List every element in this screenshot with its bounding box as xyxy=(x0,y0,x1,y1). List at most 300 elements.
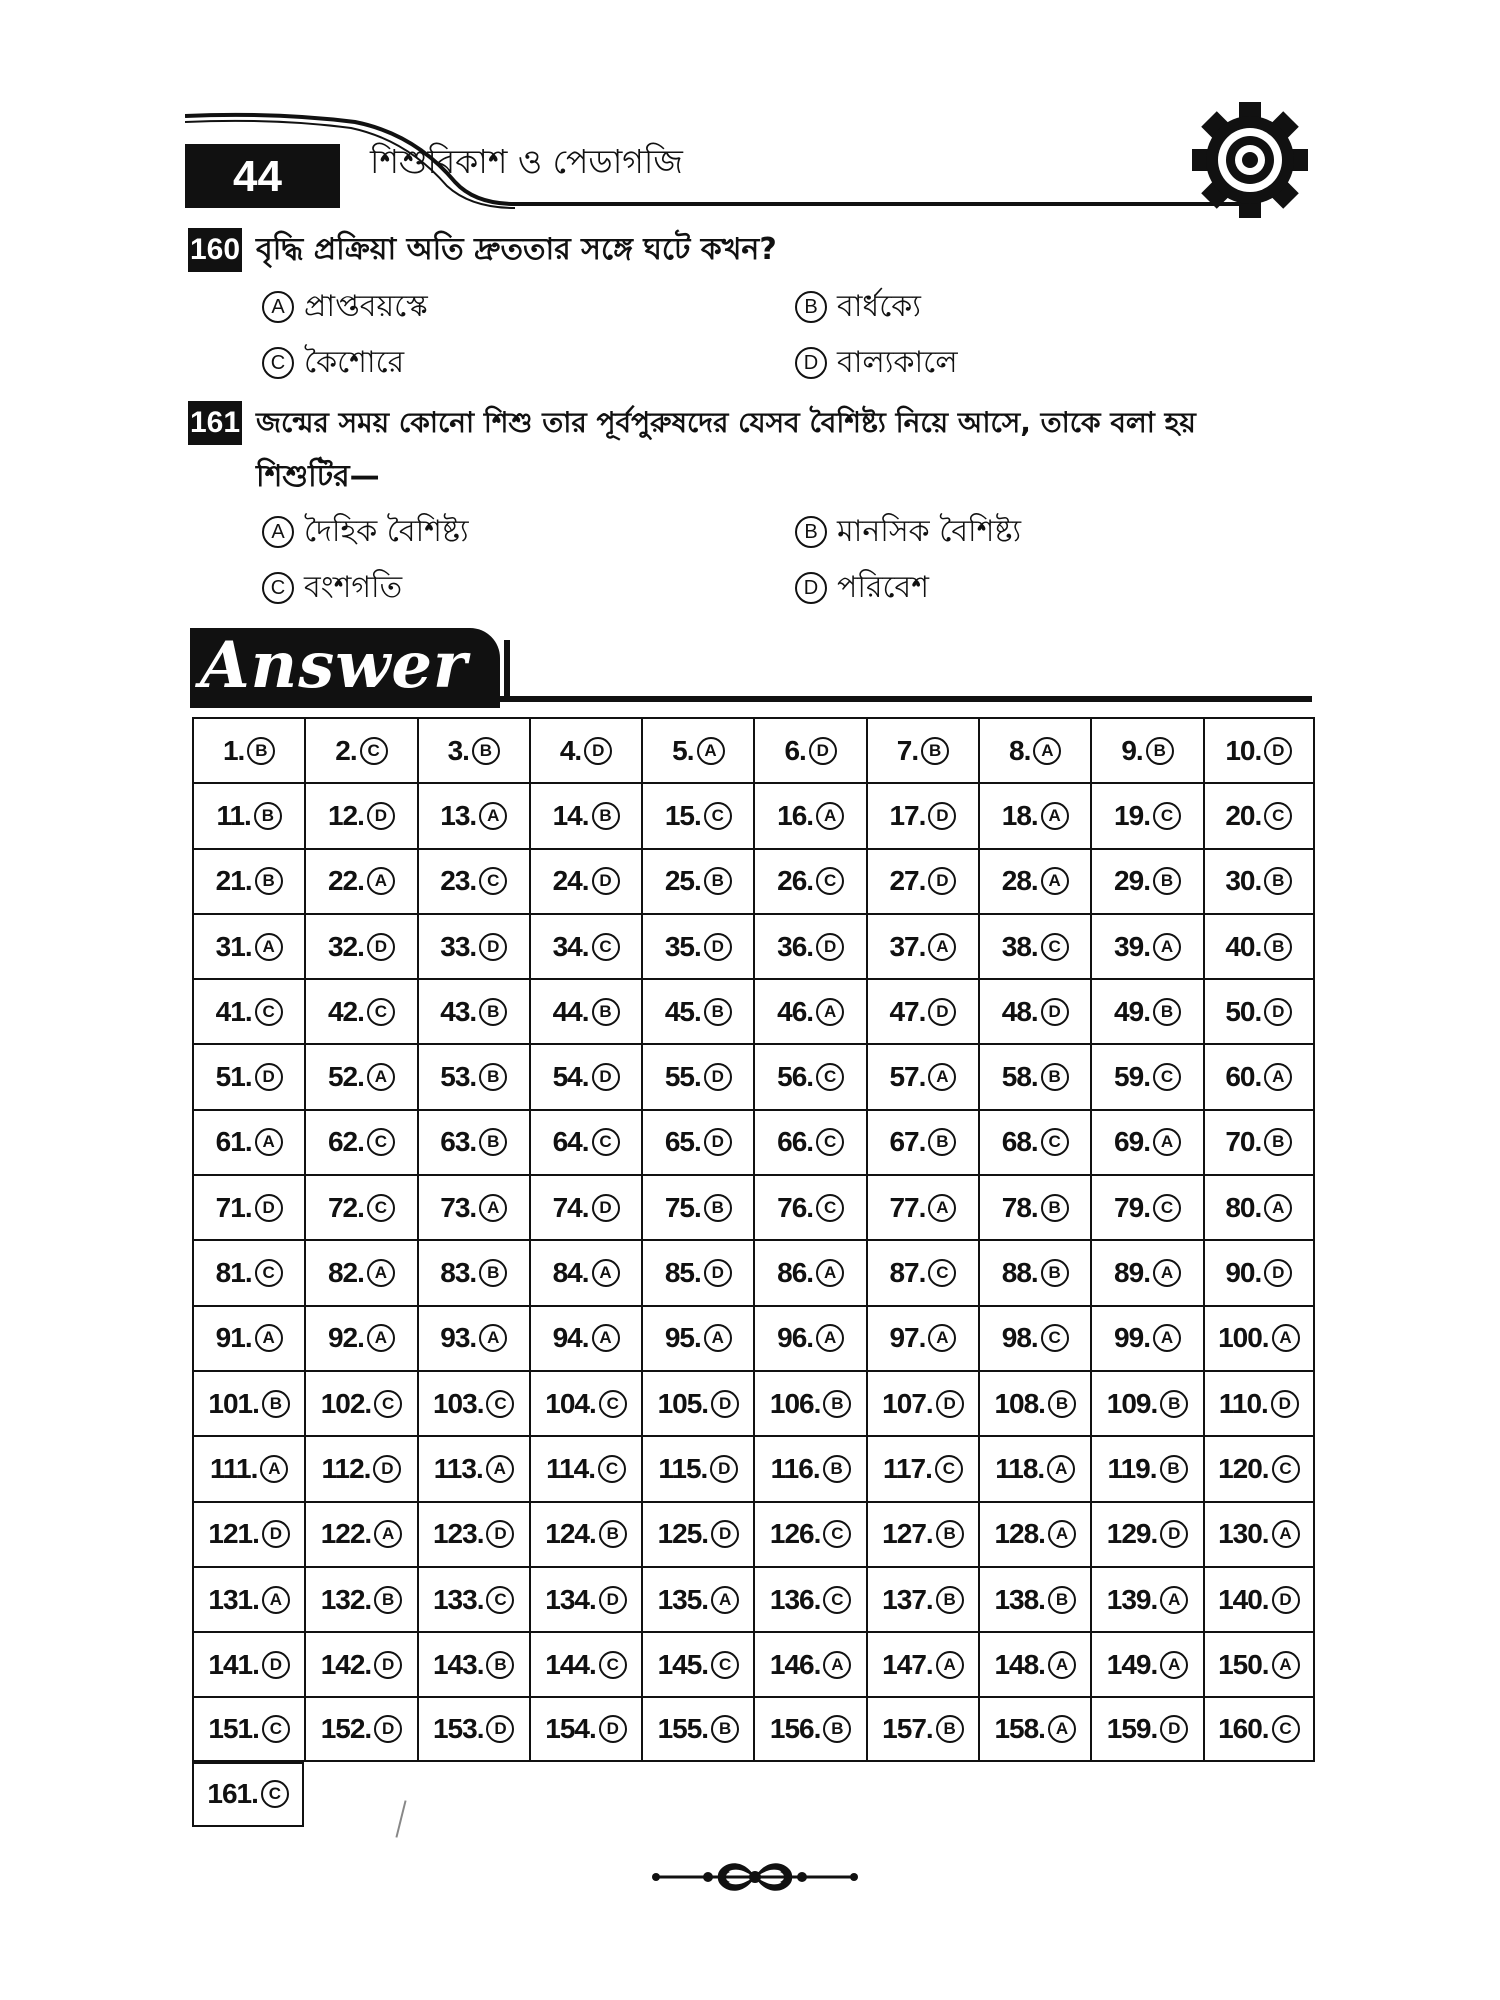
answer-letter-icon: D xyxy=(262,1520,290,1548)
answer-cell xyxy=(753,913,865,978)
answer-cell xyxy=(304,1501,416,1566)
option-text: বংশগতি xyxy=(304,570,403,605)
answer-letter-icon: A xyxy=(816,1324,844,1352)
answer-letter-icon: C xyxy=(598,1455,626,1483)
answer-cell xyxy=(417,1435,529,1500)
answer-cell xyxy=(978,1370,1090,1435)
answer-row xyxy=(192,1435,1315,1500)
answer-letter-icon: C xyxy=(262,1715,290,1743)
answer-letter-icon: A xyxy=(1272,1651,1300,1679)
option-letter-icon: B xyxy=(795,291,827,323)
answer-cell xyxy=(753,1239,865,1304)
question-text-continued: শিশুটির— xyxy=(256,459,380,494)
answer-letter-icon: C xyxy=(928,1259,956,1287)
answer-letter-icon: B xyxy=(1160,1455,1188,1483)
answer-cell xyxy=(753,1305,865,1370)
answer-cell xyxy=(192,717,304,782)
answer-letter-icon: B xyxy=(262,1390,290,1418)
answer-letter-icon: A xyxy=(1033,737,1061,765)
answer-letter-icon: A xyxy=(367,1063,395,1091)
answer-number: 121. xyxy=(208,1518,259,1550)
answer-number: 136. xyxy=(769,1583,821,1615)
answer-number: 35. xyxy=(664,930,701,962)
answer-number: 36. xyxy=(777,930,814,962)
answer-letter-icon: B xyxy=(704,1194,732,1222)
answer-letter-icon: A xyxy=(255,1324,283,1352)
answer-cell xyxy=(417,978,529,1043)
answer-cell xyxy=(192,1566,304,1631)
answer-number: 23. xyxy=(440,865,477,897)
answer-cell xyxy=(753,848,865,913)
answer-cell xyxy=(978,1174,1090,1239)
answer-number: 3. xyxy=(447,734,469,766)
answer-letter-icon: A xyxy=(479,1194,507,1222)
answer-letter-icon: B xyxy=(472,737,500,765)
answer-number: 13. xyxy=(440,799,477,831)
answer-letter-icon: D xyxy=(1264,1259,1292,1287)
answer-letter-icon: B xyxy=(936,1586,964,1614)
page-title: শিশুবিকাশ ও পেডাগজি xyxy=(370,142,683,181)
answer-letter-icon: D xyxy=(255,1194,283,1222)
answer-letter-icon: C xyxy=(823,1586,851,1614)
answer-cell xyxy=(1090,1566,1202,1631)
answer-number: 134. xyxy=(545,1583,596,1615)
answer-cell xyxy=(866,913,978,978)
answer-number: 40. xyxy=(1225,930,1262,962)
answer-number: 160. xyxy=(1218,1713,1269,1745)
answer-letter-icon: A xyxy=(1153,1128,1181,1156)
answer-letter-icon: C xyxy=(1272,1715,1300,1743)
answer-cell xyxy=(1090,1631,1202,1696)
answer-cell xyxy=(192,913,304,978)
answer-cell xyxy=(641,1501,753,1566)
answer-number: 153. xyxy=(432,1713,484,1745)
answer-number: 75. xyxy=(664,1191,701,1223)
answer-number: 58. xyxy=(1001,1061,1038,1093)
answer-letter-icon: D xyxy=(373,1455,401,1483)
answer-letter-icon: C xyxy=(1041,1128,1069,1156)
answer-number: 115. xyxy=(658,1452,708,1484)
answer-cell xyxy=(192,1696,304,1761)
answer-number: 137. xyxy=(882,1583,933,1615)
option-text: দৈহিক বৈশিষ্ট্য xyxy=(304,514,469,549)
answer-letter-icon: D xyxy=(255,1063,283,1091)
answer-cell xyxy=(753,1109,865,1174)
answer-letter-icon: B xyxy=(1153,867,1181,895)
answer-row xyxy=(192,1762,1315,1827)
option-text: কৈশোরে xyxy=(304,345,405,380)
answer-cell xyxy=(304,1435,416,1500)
answer-letter-icon: C xyxy=(367,1128,395,1156)
answer-letter-icon: A xyxy=(592,1259,620,1287)
answer-cell xyxy=(529,1043,641,1108)
answer-letter-icon: A xyxy=(479,802,507,830)
answer-number: 132. xyxy=(320,1583,372,1615)
answer-cell xyxy=(304,1566,416,1631)
answer-letter-icon: D xyxy=(710,1455,738,1483)
answer-number: 46. xyxy=(777,995,814,1027)
answer-number: 159. xyxy=(1106,1713,1158,1745)
answer-cell xyxy=(866,1566,978,1631)
answer-letter-icon: C xyxy=(935,1455,963,1483)
answer-number: 146. xyxy=(769,1648,821,1680)
answer-number: 95. xyxy=(664,1322,701,1354)
option-c xyxy=(262,568,402,608)
answer-cell xyxy=(304,1174,416,1239)
answer-cell xyxy=(753,717,865,782)
answer-number: 19. xyxy=(1114,799,1150,831)
answer-cell xyxy=(641,1174,753,1239)
answer-letter-icon: A xyxy=(1047,1455,1075,1483)
answer-letter-icon: C xyxy=(823,1520,851,1548)
answer-cell xyxy=(1203,1696,1315,1761)
answer-letter-icon: C xyxy=(360,737,388,765)
page-number: 44 xyxy=(233,152,282,201)
answer-number: 101. xyxy=(208,1387,259,1419)
answer-letter-icon: C xyxy=(1272,1455,1300,1483)
answer-letter-icon: D xyxy=(1272,1586,1300,1614)
answer-letter-icon: C xyxy=(816,867,844,895)
answer-letter-icon: B xyxy=(823,1455,851,1483)
answer-number: 8. xyxy=(1009,734,1031,766)
answer-cell xyxy=(192,1435,304,1500)
answer-title: Answer xyxy=(200,628,468,703)
answer-number: 43. xyxy=(440,995,477,1027)
answer-number: 96. xyxy=(777,1322,814,1354)
answer-letter-icon: A xyxy=(1272,1324,1300,1352)
answer-number: 105. xyxy=(657,1387,709,1419)
answer-letter-icon: A xyxy=(704,1324,732,1352)
answer-number: 144. xyxy=(545,1648,596,1680)
answer-cell xyxy=(978,1043,1090,1108)
answer-number: 103. xyxy=(432,1387,484,1419)
answer-letter-icon: B xyxy=(1041,1259,1069,1287)
answer-number: 100. xyxy=(1218,1322,1269,1354)
answer-cell xyxy=(641,1043,753,1108)
answer-cell xyxy=(1203,978,1315,1043)
answer-cell xyxy=(1203,782,1315,847)
answer-row xyxy=(192,913,1315,978)
answer-letter-icon: A xyxy=(260,1455,288,1483)
answer-number: 42. xyxy=(327,995,364,1027)
answer-letter-icon: D xyxy=(592,1194,620,1222)
answer-cell xyxy=(304,782,416,847)
answer-number: 62. xyxy=(327,1126,364,1158)
answer-letter-icon: C xyxy=(255,998,283,1026)
answer-letter-icon: A xyxy=(255,933,283,961)
answer-number: 147. xyxy=(882,1648,933,1680)
answer-number: 49. xyxy=(1114,995,1150,1027)
answer-number: 63. xyxy=(440,1126,477,1158)
answer-number: 4. xyxy=(559,734,582,766)
answer-number: 2. xyxy=(335,734,357,766)
answer-number: 44. xyxy=(552,995,589,1027)
answer-letter-icon: A xyxy=(1160,1586,1188,1614)
answer-number: 155. xyxy=(657,1713,709,1745)
answer-number: 71. xyxy=(215,1191,252,1223)
answer-cell xyxy=(978,978,1090,1043)
answer-letter-icon: B xyxy=(1264,867,1292,895)
answer-cell xyxy=(866,1239,978,1304)
answer-number: 78. xyxy=(1001,1191,1038,1223)
answer-number: 26. xyxy=(777,865,814,897)
answer-number: 32. xyxy=(327,930,364,962)
answer-cell xyxy=(641,782,753,847)
answer-number: 143. xyxy=(432,1648,484,1680)
header-frame xyxy=(185,112,1315,212)
answer-letter-icon: D xyxy=(592,1063,620,1091)
answer-cell xyxy=(753,1435,865,1500)
answer-cell xyxy=(866,717,978,782)
option-letter-icon: B xyxy=(795,516,827,548)
answer-letter-icon: C xyxy=(592,1128,620,1156)
answer-number: 128. xyxy=(994,1518,1045,1550)
answer-number: 145. xyxy=(657,1648,709,1680)
answer-number: 130. xyxy=(1218,1518,1269,1550)
answer-number: 131. xyxy=(208,1583,259,1615)
answer-number: 22. xyxy=(327,865,364,897)
answer-number: 61. xyxy=(215,1126,252,1158)
divider xyxy=(504,640,510,700)
answer-number: 97. xyxy=(889,1322,926,1354)
answer-cell xyxy=(529,1305,641,1370)
answer-number: 148. xyxy=(994,1648,1045,1680)
answer-number: 10. xyxy=(1225,734,1262,766)
answer-letter-icon: D xyxy=(928,998,956,1026)
answer-number: 65. xyxy=(664,1126,701,1158)
answer-letter-icon: C xyxy=(374,1390,402,1418)
option-d xyxy=(795,568,929,608)
answer-cell xyxy=(192,1305,304,1370)
answer-number: 28. xyxy=(1001,865,1038,897)
answer-letter-icon: C xyxy=(486,1390,514,1418)
answer-letter-icon: C xyxy=(599,1390,627,1418)
answer-letter-icon: B xyxy=(1048,1390,1076,1418)
answer-letter-icon: B xyxy=(599,1520,627,1548)
answer-number: 79. xyxy=(1114,1191,1150,1223)
answer-number: 81. xyxy=(215,1257,252,1289)
answer-number: 73. xyxy=(440,1191,477,1223)
answer-letter-icon: D xyxy=(374,1651,402,1679)
answer-number: 57. xyxy=(889,1061,926,1093)
answer-letter-icon: B xyxy=(823,1390,851,1418)
answer-number: 29. xyxy=(1114,865,1150,897)
answer-letter-icon: C xyxy=(1041,1324,1069,1352)
answer-letter-icon: D xyxy=(592,867,620,895)
answer-cell xyxy=(192,1174,304,1239)
answer-letter-icon: B xyxy=(928,1128,956,1156)
answer-number: 127. xyxy=(882,1518,933,1550)
answer-letter-icon: C xyxy=(711,1651,739,1679)
answer-cell xyxy=(866,978,978,1043)
option-c xyxy=(262,343,404,383)
option-letter-icon: D xyxy=(795,347,827,379)
answer-letter-icon: C xyxy=(1153,802,1181,830)
answer-letter-icon: C xyxy=(816,1128,844,1156)
answer-cell xyxy=(978,1239,1090,1304)
answer-cell xyxy=(1203,1631,1315,1696)
answer-letter-icon: B xyxy=(592,802,620,830)
page-header xyxy=(185,112,1315,212)
answer-letter-icon: A xyxy=(711,1586,739,1614)
answer-letter-icon: A xyxy=(816,1259,844,1287)
answer-letter-icon: D xyxy=(1264,998,1292,1026)
answer-number: 56. xyxy=(777,1061,814,1093)
answer-cell xyxy=(529,782,641,847)
answer-cell xyxy=(641,1109,753,1174)
answer-cell xyxy=(304,1305,416,1370)
answer-number: 149. xyxy=(1106,1648,1158,1680)
option-text: বাল্যকালে xyxy=(837,345,958,380)
answer-letter-icon: D xyxy=(599,1715,627,1743)
answer-cell xyxy=(641,1370,753,1435)
answer-letter-icon: D xyxy=(711,1390,739,1418)
answer-letter-icon: A xyxy=(592,1324,620,1352)
answer-number: 157. xyxy=(882,1713,933,1745)
answer-number: 112. xyxy=(321,1452,371,1484)
answer-row xyxy=(192,1043,1315,1108)
answer-cell xyxy=(866,1501,978,1566)
answer-number: 83. xyxy=(440,1257,477,1289)
answer-number: 37. xyxy=(889,930,926,962)
answer-cell xyxy=(978,1501,1090,1566)
answer-number: 48. xyxy=(1001,995,1038,1027)
answer-number: 154. xyxy=(545,1713,596,1745)
answer-letter-icon: B xyxy=(1153,998,1181,1026)
answer-number: 138. xyxy=(994,1583,1045,1615)
answer-number: 64. xyxy=(552,1126,589,1158)
answer-cell xyxy=(529,1631,641,1696)
answer-cell xyxy=(1203,1305,1315,1370)
answer-number: 104. xyxy=(545,1387,596,1419)
answer-number: 20. xyxy=(1225,799,1262,831)
answer-cell xyxy=(192,1370,304,1435)
answer-cell xyxy=(192,978,304,1043)
answer-letter-icon: B xyxy=(1160,1390,1188,1418)
answer-number: 85. xyxy=(664,1257,701,1289)
answer-number: 139. xyxy=(1106,1583,1158,1615)
answer-number: 11. xyxy=(216,799,251,831)
answer-number: 99. xyxy=(1114,1322,1150,1354)
answer-cell xyxy=(978,1566,1090,1631)
answer-cell xyxy=(866,1109,978,1174)
answer-number: 129. xyxy=(1106,1518,1158,1550)
answer-number: 98. xyxy=(1001,1322,1038,1354)
answer-cell xyxy=(978,1109,1090,1174)
answer-cell xyxy=(753,1501,865,1566)
answer-letter-icon: B xyxy=(479,1128,507,1156)
answer-number: 14. xyxy=(552,799,589,831)
option-text: পরিবেশ xyxy=(837,570,929,605)
answer-number: 141. xyxy=(208,1648,259,1680)
answer-row xyxy=(192,1239,1315,1304)
answer-number: 50. xyxy=(1225,995,1262,1027)
answer-letter-icon: D xyxy=(704,1128,732,1156)
answer-letter-icon: B xyxy=(1041,1194,1069,1222)
answer-cell xyxy=(192,1631,304,1696)
answer-letter-icon: C xyxy=(261,1780,289,1808)
answer-cell xyxy=(192,1239,304,1304)
answer-number: 122. xyxy=(320,1518,372,1550)
answer-letter-icon: A xyxy=(928,1194,956,1222)
answer-letter-icon: C xyxy=(1153,1194,1181,1222)
option-text: মানসিক বৈশিষ্ট্য xyxy=(837,514,1022,549)
answer-row xyxy=(192,848,1315,913)
answer-letter-icon: D xyxy=(1160,1715,1188,1743)
answer-number: 27. xyxy=(889,865,926,897)
answer-cell xyxy=(529,978,641,1043)
answer-cell xyxy=(417,1631,529,1696)
answer-cell xyxy=(1090,717,1202,782)
option-a xyxy=(262,512,469,552)
option-letter-icon: A xyxy=(262,516,294,548)
answer-row xyxy=(192,1174,1315,1239)
answer-cell xyxy=(304,1631,416,1696)
answer-cell xyxy=(1090,1109,1202,1174)
answer-letter-icon: A xyxy=(1041,867,1069,895)
answer-cell xyxy=(417,913,529,978)
answer-number: 77. xyxy=(889,1191,926,1223)
answer-number: 41. xyxy=(215,995,252,1027)
answer-letter-icon: A xyxy=(1264,1063,1292,1091)
answer-number: 133. xyxy=(432,1583,484,1615)
answer-number: 90. xyxy=(1225,1257,1262,1289)
answer-number: 91. xyxy=(215,1322,252,1354)
answer-number: 124. xyxy=(545,1518,596,1550)
answer-letter-icon: D xyxy=(374,1715,402,1743)
answer-letter-icon: C xyxy=(367,1194,395,1222)
answer-letter-icon: A xyxy=(1160,1651,1188,1679)
answer-letter-icon: D xyxy=(704,933,732,961)
answer-cell xyxy=(417,1370,529,1435)
answer-letter-icon: B xyxy=(479,1259,507,1287)
option-letter-icon: D xyxy=(795,572,827,604)
answer-cell xyxy=(1090,1370,1202,1435)
answer-number: 114. xyxy=(546,1452,596,1484)
answer-letter-icon: D xyxy=(1041,998,1069,1026)
answer-number: 92. xyxy=(327,1322,364,1354)
answer-cell xyxy=(641,1566,753,1631)
answer-letter-icon: C xyxy=(1153,1063,1181,1091)
option-letter-icon: A xyxy=(262,291,294,323)
answer-cell xyxy=(417,1696,529,1761)
question-number: 160 xyxy=(188,228,242,272)
answer-letter-icon: C xyxy=(599,1651,627,1679)
answer-number: 106. xyxy=(769,1387,821,1419)
answer-cell xyxy=(529,717,641,782)
answer-number: 140. xyxy=(1218,1583,1269,1615)
gear-icon xyxy=(1190,100,1310,220)
answer-cell xyxy=(417,782,529,847)
answer-cell xyxy=(866,1696,978,1761)
answer-letter-icon: B xyxy=(374,1586,402,1614)
answer-letter-icon: D xyxy=(928,867,956,895)
answer-letter-icon: A xyxy=(823,1651,851,1679)
answer-letter-icon: A xyxy=(1048,1520,1076,1548)
answer-letter-icon: B xyxy=(479,1063,507,1091)
answer-letter-icon: D xyxy=(367,933,395,961)
answer-number: 126. xyxy=(769,1518,821,1550)
answer-cell xyxy=(641,913,753,978)
answer-number: 89. xyxy=(1114,1257,1150,1289)
answer-number: 80. xyxy=(1225,1191,1262,1223)
answer-letter-icon: C xyxy=(486,1586,514,1614)
answer-cell xyxy=(304,1370,416,1435)
answer-letter-icon: B xyxy=(254,802,282,830)
answer-letter-icon: C xyxy=(1041,933,1069,961)
answer-cell xyxy=(866,1370,978,1435)
ornament-icon xyxy=(650,1852,860,1902)
